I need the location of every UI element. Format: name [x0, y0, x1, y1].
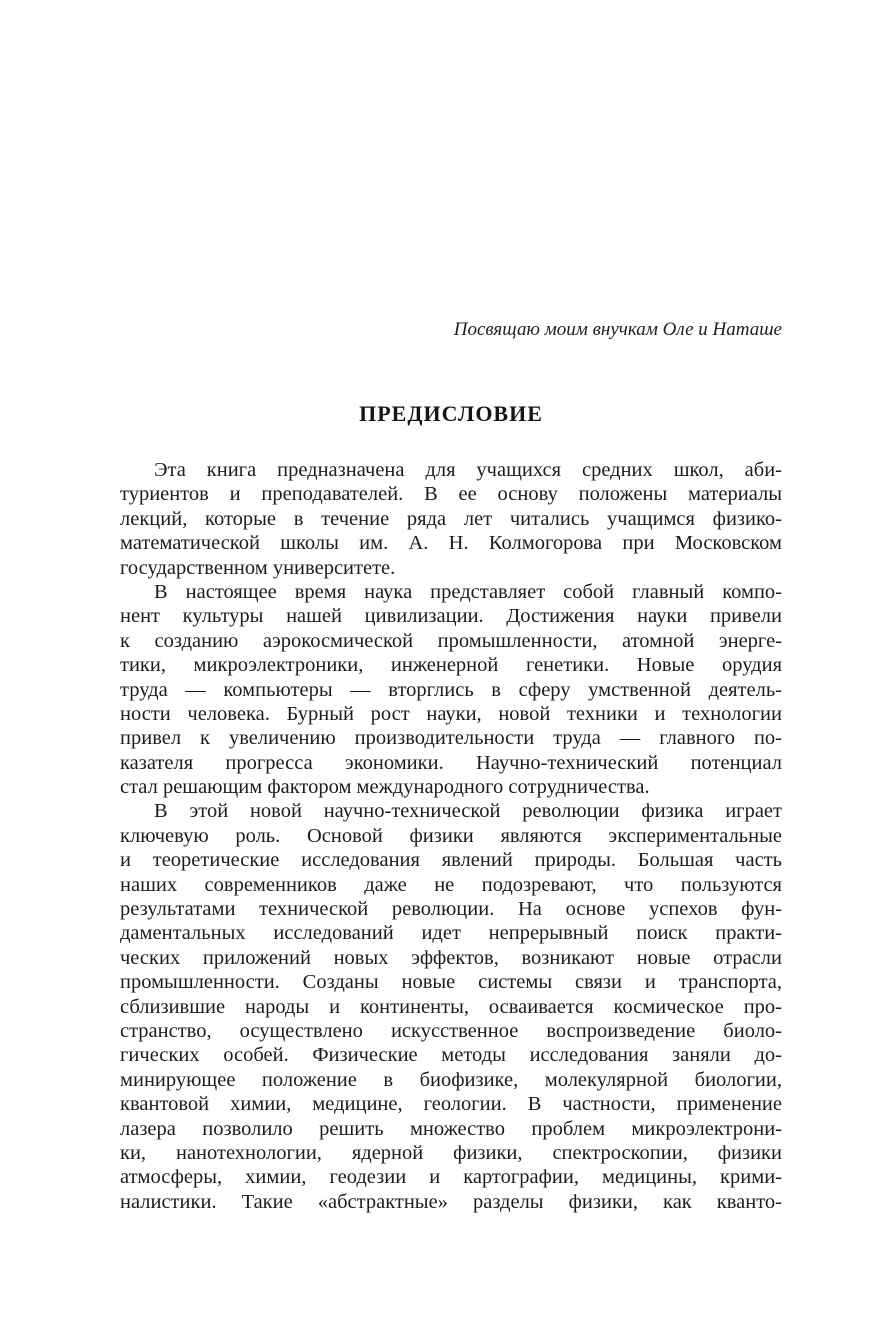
text-line: ключевую роль. Основой физики являются экспериментальные [120, 824, 782, 847]
text-line: стал решающим фактором международного сотрудничества. [120, 776, 650, 799]
text-line: к созданию аэрокосмической промышленности, атомной энерге- [120, 629, 782, 652]
text-line: лазера позволило решить множество проблем микроэлектрони- [120, 1117, 782, 1140]
preface-body [120, 458, 782, 1214]
text-line: и теоретические исследования явлений природы. Большая часть [120, 849, 782, 872]
text-line: атмосферы, химии, геодезии и картографии, медицины, крими- [120, 1166, 782, 1189]
text-line: лекций, которые в течение ряда лет читались учащимся физико- [120, 507, 782, 530]
text-line: минирующее положение в биофизике, молекулярной биологии, [120, 1068, 782, 1091]
page-title: ПРЕДИСЛОВИЕ [359, 401, 543, 426]
text-line: казателя прогресса экономики. Научно-технический потенциал [120, 751, 782, 774]
text-line: туриентов и преподавателей. В ее основу положены материалы [120, 483, 782, 506]
text-line: гических особей. Физические методы исследования заняли до- [120, 1044, 782, 1067]
text-line: привел к увеличению производительности труда — главного по- [120, 727, 782, 750]
dedication: Посвящаю моим внучкам Оле и Наташе [453, 319, 782, 340]
text-line: В настоящее время наука представляет собой главный компо- [154, 580, 782, 603]
text-line: наших современников даже не подозревают, что пользуются [120, 873, 782, 896]
text-line: Эта книга предназначена для учащихся средних школ, аби- [154, 459, 782, 481]
text-line: даментальных исследований идет непрерывный поиск практи- [120, 922, 782, 945]
text-line: ности человека. Бурный рост науки, новой техники и технологии [120, 702, 782, 725]
text-line: государственном университете. [120, 556, 396, 579]
text-line: ки, нанотехнологии, ядерной физики, спектроскопии, физики [120, 1141, 782, 1164]
text-line: налистики. Такие «абстрактные» разделы физики, как кванто- [120, 1190, 782, 1213]
text-line: математической школы им. А. Н. Колмогорова при Московском [120, 532, 782, 555]
text-line: В этой новой научно-технической революции физика играет [154, 800, 782, 823]
text-line: труда — компьютеры — вторглись в сферу умственной деятель- [120, 678, 782, 701]
text-line: странство, осуществлено искусственное воспроизведение биоло- [120, 1019, 782, 1042]
text-line: ческих приложений новых эффектов, возникают новые отрасли [120, 946, 782, 969]
text-line: промышленности. Созданы новые системы связи и транспорта, [120, 971, 782, 994]
text-line: квантовой химии, медицине, геологии. В частности, применение [120, 1093, 782, 1116]
text-line: сблизившие народы и континенты, осваивается космическое про- [120, 995, 782, 1018]
text-line: результатами технической революции. На основе успехов фун- [120, 898, 782, 921]
text-line: нент культуры нашей цивилизации. Достижения науки привели [120, 605, 782, 628]
text-line: тики, микроэлектроники, инженерной генетики. Новые орудия [120, 654, 782, 677]
